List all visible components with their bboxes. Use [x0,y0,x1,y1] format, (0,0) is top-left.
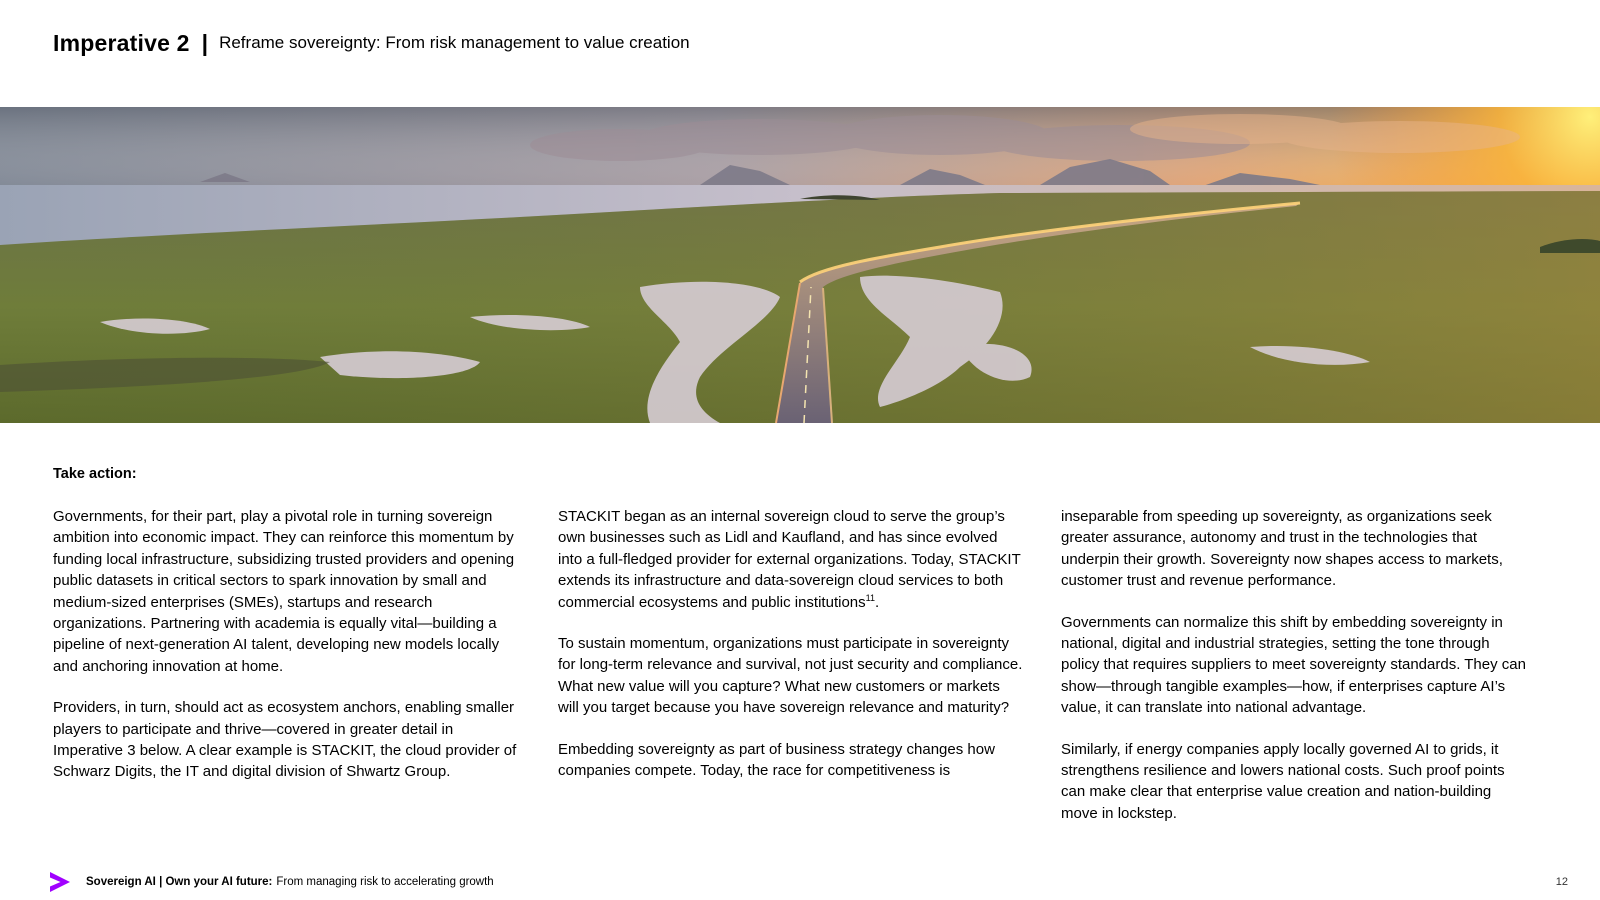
paragraph-stackit [558,506,1024,613]
paragraph-governments-role: Governments, for their part, play a pivotal role in turning sovereign ambition into economic impact. They can reinforce this momentum by funding local infrastructure, subsidizing trusted providers and opening public datasets in critical sectors to spark innovation by small and medium-sized enterprises (SMEs), startups and research organizations. Partnering with academia is equally vital—building a pipeline of next-generation AI talent, developing new models locally and anchoring innovation at home. [53,508,515,675]
stackit-text: STACKIT began as an internal sovereign cloud to serve the group’s own businesses such as Lidl and Kaufland, and has since evolved into a full-fledged provider for external organizations. Today, STACKIT extends its infrastructure and data-sovereign cloud services to both commercial ecosystems and public institutions [558,508,1021,611]
accenture-chevron-icon [48,870,72,894]
page-header [53,27,690,59]
take-action-heading: Take action: [53,466,137,482]
text-column-1 [53,506,519,803]
text-column-3 [1061,506,1527,844]
footer-tagline: From managing risk to accelerating growth [276,876,494,888]
text-column-2 [558,506,1024,801]
paragraph-providers-anchors: Providers, in turn, should act as ecosystem anchors, enabling smaller players to participate and thrive—covered in greater detail in Imperative 3 below. A clear example is STACKIT, the cloud provider of Schwarz Digits, the IT and digital division of Shwartz Group. [53,699,517,781]
imperative-title: Imperative 2 [53,29,190,56]
stackit-text-end: . [874,593,880,611]
paragraph-energy-companies: Similarly, if energy companies apply locally governed AI to grids, it strengthens resilience and lowers national costs. Such proof points can make clear that enterprise value creation and nation-building move in lockstep. [1061,740,1505,822]
footer-brand: Sovereign AI | Own your AI future: [86,876,273,888]
paragraph-governments-normalize: Governments can normalize this shift by embedding sovereignty in national, digital and industrial strategies, setting the tone through policy that requires suppliers to meet sovereignty standards. They can show—through tangible examples—how, if enterprises capture AI’s value, it can translate into national advantage. [1061,613,1526,717]
page-number: 12 [1555,876,1568,888]
paragraph-inseparable: inseparable from speeding up sovereignty, as organizations seek greater assurance, autonomy and trust in the technologies that underpin their growth. Sovereignty now shapes access to markets, customer trust and revenue performance. [1061,508,1503,590]
footnote-reference[interactable]: 11 [865,592,875,603]
page-footer [48,869,494,895]
title-separator: | [201,29,209,56]
paragraph-embedding-sovereignty: Embedding sovereignty as part of business strategy changes how companies compete. Today, the race for competitiveness is [558,740,995,780]
paragraph-sustain-momentum: To sustain momentum, organizations must participate in sovereignty for long-term relevance and survival, not just security and compliance. What new value will you capture? What new customers or markets will you target because you have sovereign relevance and maturity? [558,635,1023,717]
landscape-photo-icon [0,107,1600,423]
page-subtitle: Reframe sovereignty: From risk management to value creation [219,33,690,52]
hero-landscape-image [0,107,1600,423]
